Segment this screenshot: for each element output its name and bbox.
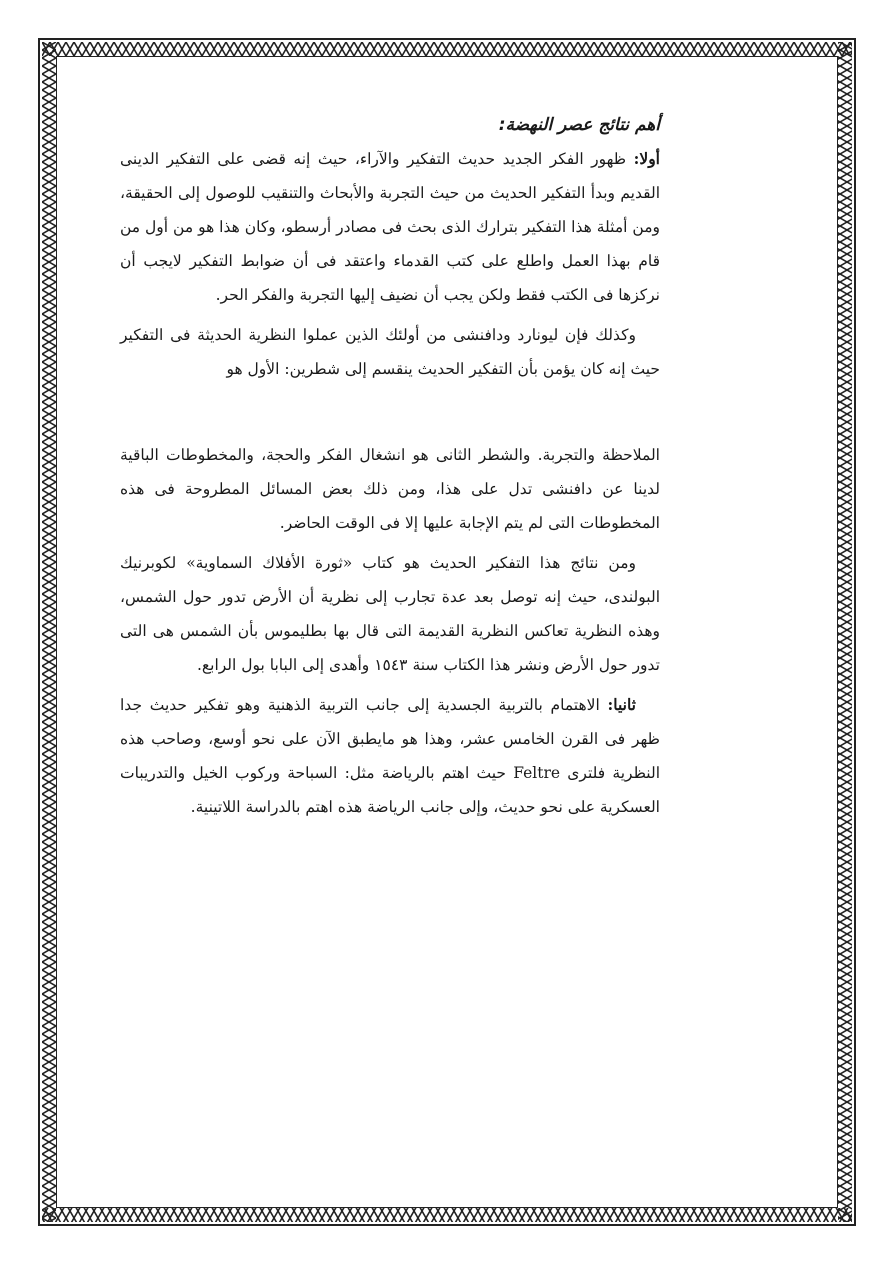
paragraph-davinci xyxy=(120,318,660,386)
paragraph-first-result xyxy=(120,142,660,312)
paragraph-copernicus xyxy=(120,546,660,682)
paragraph-text: الاهتمام بالتربية الجسدية إلى جانب التربية الذهنية وهو تفكير حديث جدا ظهر فى القرن الخامس عشر، وهذا هو مايطبق الآن على نحو أوسع، وصاحب هذه النظرية فلترى Feltre حيث اهتم بالرياضة مثل: السباحة وركوب الخيل والتدريبات العسكرية على نحو حديث، وإلى جانب الرياضة هذه اهتم بالدراسة اللاتينية. xyxy=(120,696,660,816)
document-body xyxy=(120,108,660,824)
paragraph-observation xyxy=(120,438,660,540)
paragraph-text: وكذلك فإن ليونارد ودافنشى من أولئك الذين عملوا النظرية الحديثة فى التفكير حيث إنه كان يؤمن بأن التفكير الحديث ينقسم إلى شطرين: الأول هو xyxy=(120,326,660,378)
section-heading: أهم نتائج عصر النهضة: xyxy=(498,115,660,135)
paragraph-text: الملاحظة والتجربة. والشطر الثانى هو انشغال الفكر والحجة، والمخطوطات الباقية لدينا عن دافنشى تدل على هذا، ومن ذلك بعض المسائل المطروحة فى هذه المخطوطات التى لم يتم الإجابة عليها إلا فى الوقت الحاضر. xyxy=(120,446,660,532)
paragraph-text: ظهور الفكر الجديد حديث التفكير والآراء، حيث إنه قضى على التفكير الدينى القديم وبدأ التفكير الحديث من حيث التجربة والأبحاث والتنقيب للوصول إلى الحقيقة، ومن أمثلة هذا التفكير بترارك الذى بحث فى مصادر أرسطو، وكان هذا هو من أول من قام بهذا العمل واطلع على كتب القدماء واعتقد فى أن ضوابط التفكير لايجب أن نركزها فى الكتب فقط ولكن يجب أن نضيف إليها التجربة والفكر الحر. xyxy=(120,150,660,304)
paragraph-lead: أولا: xyxy=(633,149,660,168)
paragraph-lead: ثانيا: xyxy=(607,695,636,714)
page-break-space xyxy=(120,386,660,438)
paragraph-text: ومن نتائج هذا التفكير الحديث هو كتاب «ثورة الأفلاك السماوية» لكوبرنيك البولندى، حيث إنه توصل بعد عدة تجارب إلى نظرية أن الأرض تدور حول الشمس، وهذه النظرية تعاكس النظرية القديمة التى قال بها بطليموس بأن الشمس هى التى تدور حول الأرض ونشر هذا الكتاب سنة ١٥٤٣ وأهدى إلى البابا بول الرابع. xyxy=(120,554,660,674)
paragraph-second-result xyxy=(120,688,660,824)
